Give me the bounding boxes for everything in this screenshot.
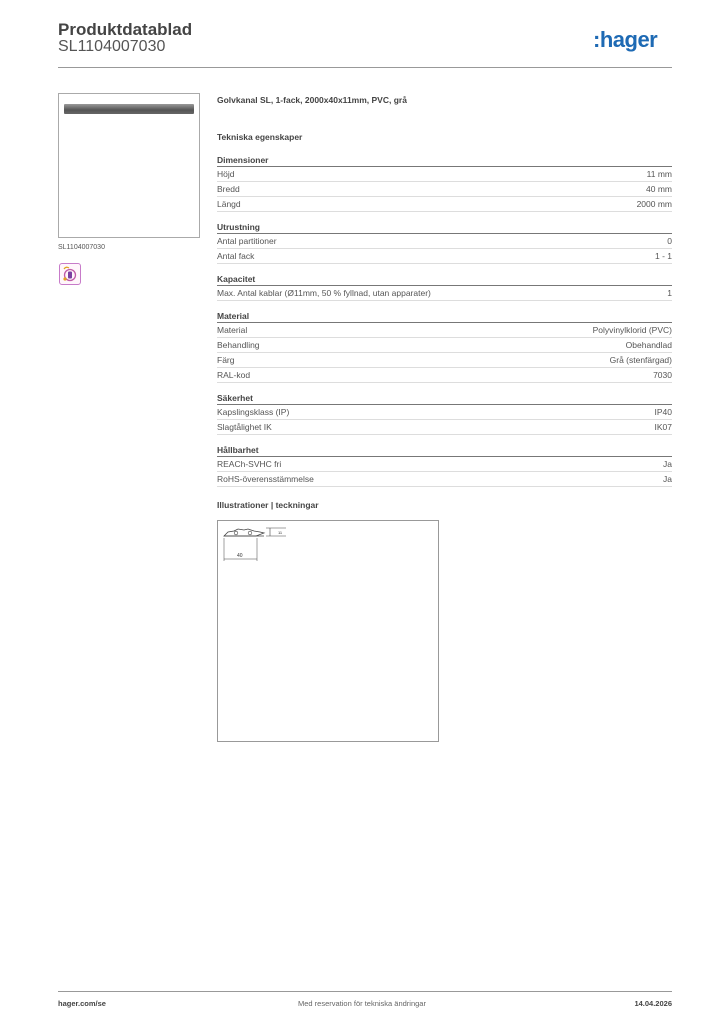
technical-properties-heading: Tekniska egenskaper: [217, 132, 303, 142]
spec-value: 7030: [653, 370, 672, 380]
hager-logo: :hager: [593, 27, 658, 52]
spec-value: Obehandlad: [625, 340, 672, 350]
spec-section: [217, 445, 672, 487]
spec-row: [217, 323, 672, 338]
spec-label: Antal partitioner: [217, 236, 277, 246]
spec-section-title: Dimensioner: [217, 155, 672, 167]
spec-row: [217, 286, 672, 301]
page-title: Produktdatablad: [58, 20, 193, 39]
spec-value: Ja: [663, 459, 672, 469]
spec-section-title: Material: [217, 311, 672, 323]
spec-value: IP40: [654, 407, 672, 417]
spec-section-title: Hållbarhet: [217, 445, 672, 457]
spec-row: [217, 420, 672, 435]
spec-value: 1: [667, 288, 672, 298]
header-divider: [58, 67, 672, 68]
spec-label: REACh-SVHC fri: [217, 459, 282, 469]
sustainability-badge-icon: [59, 263, 81, 285]
footer-website: hager.com/se: [58, 999, 106, 1008]
spec-section: [217, 393, 672, 435]
spec-label: RoHS-överensstämmelse: [217, 474, 314, 484]
main-content: [217, 95, 672, 742]
product-image: [58, 93, 200, 238]
spec-value: IK07: [654, 422, 672, 432]
product-title: Golvkanal SL, 1-fack, 2000x40x11mm, PVC, grå: [217, 95, 407, 105]
spec-section: [217, 311, 672, 383]
spec-value: 0: [667, 236, 672, 246]
spec-section: [217, 274, 672, 301]
spec-label: Höjd: [217, 169, 235, 179]
spec-row: [217, 182, 672, 197]
footer-date: 14.04.2026: [634, 999, 672, 1008]
spec-row: [217, 234, 672, 249]
spec-label: Slagtålighet IK: [217, 422, 272, 432]
spec-label: Kapslingsklass (IP): [217, 407, 290, 417]
spec-label: Längd: [217, 199, 241, 209]
spec-value: 2000 mm: [636, 199, 672, 209]
product-code: SL1104007030: [58, 38, 166, 55]
spec-row: [217, 338, 672, 353]
technical-drawing: [217, 520, 439, 742]
spec-section: [217, 155, 672, 212]
spec-label: Bredd: [217, 184, 240, 194]
spec-value: 11 mm: [646, 169, 672, 179]
spec-sections: [217, 155, 672, 487]
spec-row: [217, 249, 672, 264]
floor-duct-profile: [64, 104, 194, 114]
spec-row: [217, 368, 672, 383]
footer-disclaimer: Med reservation för tekniska ändringar: [298, 999, 426, 1008]
cross-section-drawing: [220, 523, 290, 568]
spec-row: [217, 353, 672, 368]
spec-label: RAL-kod: [217, 370, 251, 380]
footer-divider: [58, 991, 672, 992]
spec-label: Färg: [217, 355, 235, 365]
spec-section-title: Säkerhet: [217, 393, 672, 405]
spec-label: Max. Antal kablar (Ø11mm, 50 % fyllnad, utan apparater): [217, 288, 431, 298]
spec-row: [217, 167, 672, 182]
spec-value: 1 - 1: [654, 251, 672, 261]
spec-label: Behandling: [217, 340, 260, 350]
spec-label: Antal fack: [217, 251, 255, 261]
spec-value: Grå (stenfärgad): [609, 355, 672, 365]
spec-value: Ja: [663, 474, 672, 484]
spec-section-title: Utrustning: [217, 222, 672, 234]
height-dimension-label: 11: [278, 530, 283, 535]
spec-label: Material: [217, 325, 248, 335]
spec-section: [217, 222, 672, 264]
product-image-caption: SL1104007030: [58, 244, 105, 251]
spec-row: [217, 405, 672, 420]
illustrations-heading: Illustrationer | teckningar: [217, 500, 319, 510]
spec-row: [217, 457, 672, 472]
spec-row: [217, 197, 672, 212]
spec-row: [217, 472, 672, 487]
spec-value: 40 mm: [646, 184, 672, 194]
width-dimension-label: 40: [237, 553, 243, 559]
spec-section-title: Kapacitet: [217, 274, 672, 286]
spec-value: Polyvinylklorid (PVC): [592, 325, 672, 335]
